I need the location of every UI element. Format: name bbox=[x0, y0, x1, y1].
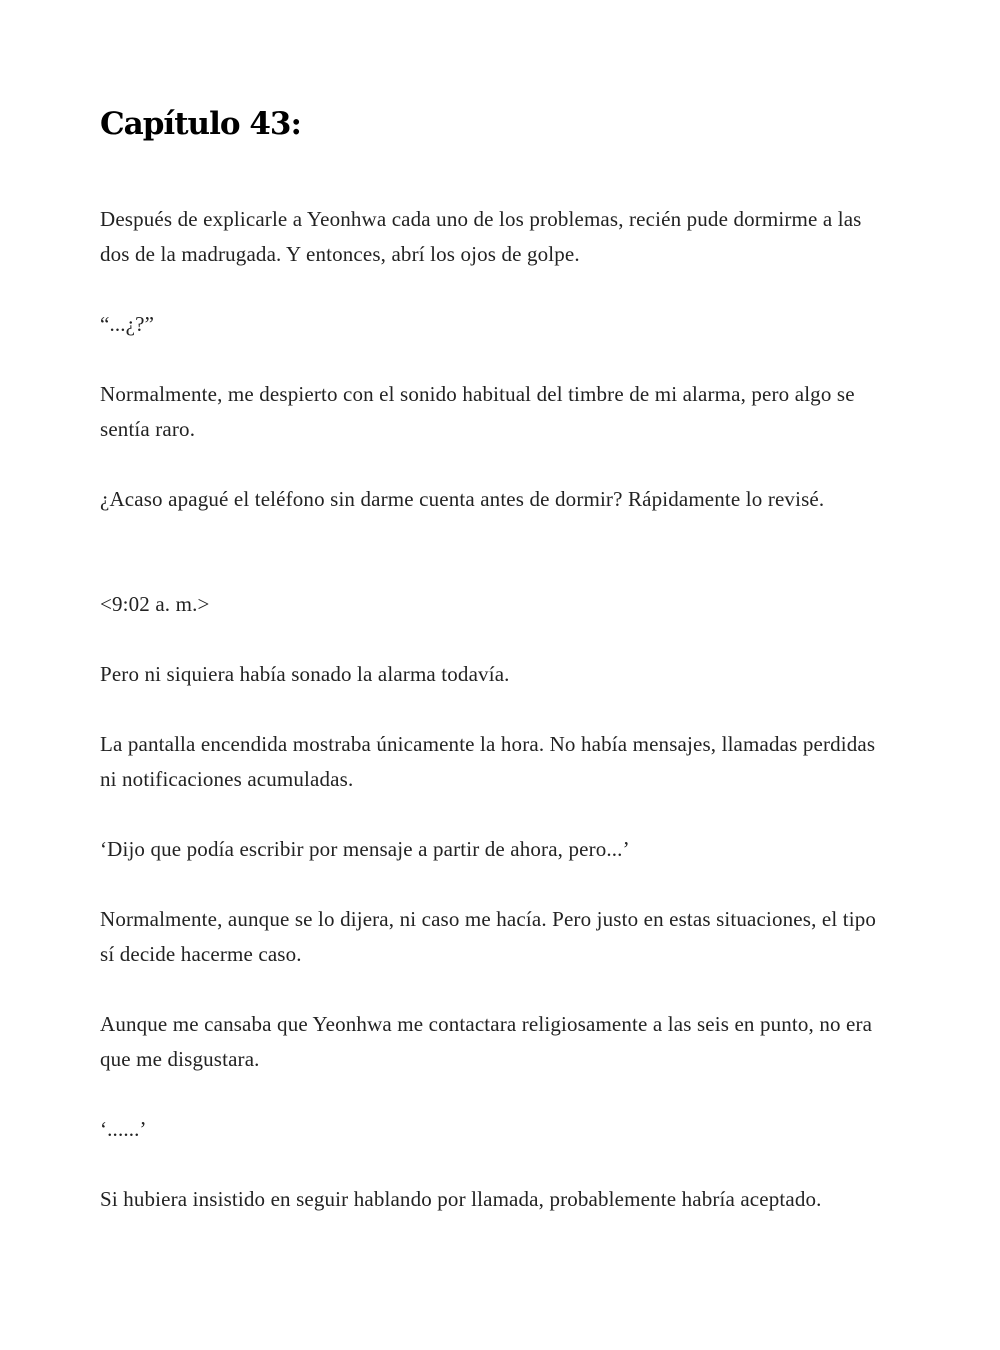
paragraph: ‘......’ bbox=[100, 1117, 147, 1141]
paragraph: Después de explicarle a Yeonhwa cada uno de los problemas, recién pude dormirme a las dos de la madrugada. Y entonces, abrí los ojos de golpe. bbox=[100, 207, 862, 266]
paragraph: ¿Acaso apagué el teléfono sin darme cuenta antes de dormir? Rápidamente lo revisé. bbox=[100, 487, 825, 511]
chapter-title: Capítulo 43: bbox=[100, 106, 301, 142]
paragraph: Normalmente, aunque se lo dijera, ni caso me hacía. Pero justo en estas situaciones, el tipo sí decide hacerme caso. bbox=[100, 907, 876, 966]
paragraph: Normalmente, me despierto con el sonido habitual del timbre de mi alarma, pero algo se sentía raro. bbox=[100, 382, 855, 441]
paragraph: La pantalla encendida mostraba únicamente la hora. No había mensajes, llamadas perdidas ni notificaciones acumuladas. bbox=[100, 732, 876, 791]
paragraph: <9:02 a. m.> bbox=[100, 592, 210, 616]
paragraph: “...¿?” bbox=[100, 312, 155, 336]
paragraph: ‘Dijo que podía escribir por mensaje a partir de ahora, pero...’ bbox=[100, 837, 630, 861]
paragraph: Si hubiera insistido en seguir hablando por llamada, probablemente habría aceptado. bbox=[100, 1187, 822, 1211]
paragraph: Pero ni siquiera había sonado la alarma todavía. bbox=[100, 662, 510, 686]
paragraph: Aunque me cansaba que Yeonhwa me contactara religiosamente a las seis en punto, no era que me disgustara. bbox=[100, 1012, 873, 1071]
